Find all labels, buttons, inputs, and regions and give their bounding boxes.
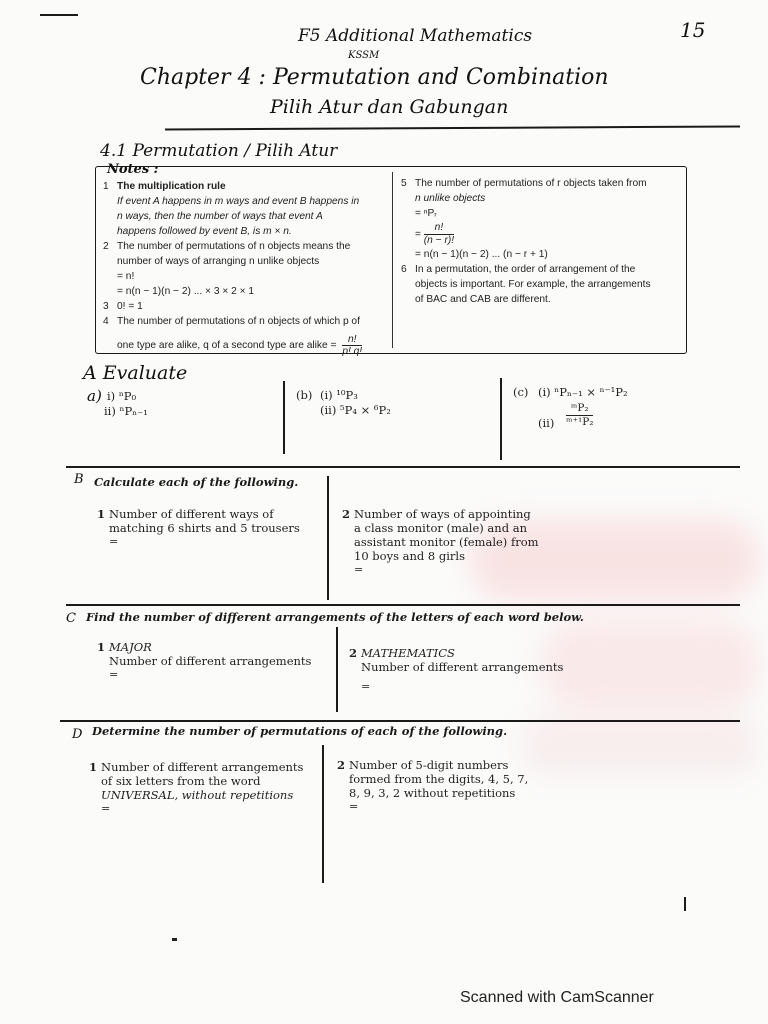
notes-label: Notes :: [107, 162, 159, 177]
notes-right: [401, 177, 681, 308]
section-b-bottom-rule: [66, 604, 740, 606]
note-6: 6 In a permutation, the order of arrangement of the objects is important. For example, the arrangements of BAC and CAB are different.: [401, 264, 651, 305]
stray-mark: [684, 897, 686, 911]
section-b-letter: B: [74, 472, 84, 487]
a-i: i) ⁿP₀: [107, 389, 137, 403]
c-ii-fraction: [566, 402, 593, 429]
chapter-subtitle: Pilih Atur dan Gabungan: [270, 96, 509, 118]
corner-mark: [40, 14, 78, 16]
c-ii-numerator: ᵐP₂: [566, 402, 593, 416]
note-4: 4 The number of permutations of n objects of which p of one type are alike, q of a second type are alike = $\frac{n!}{p! q!}$: [103, 316, 363, 357]
course-title: F5 Additional Mathematics: [298, 26, 533, 46]
b-ii: (ii) ⁵P₄ × ⁶P₂: [320, 403, 391, 417]
section-c-letter: C: [66, 611, 76, 626]
chapter-underline: [165, 125, 740, 130]
course-subtitle: KSSM: [348, 50, 380, 61]
section-c-divider: [336, 627, 338, 712]
scan-smudge: [540, 620, 760, 710]
section-b-divider: [327, 476, 329, 600]
a-ii: ii) ⁿPₙ₋₁: [104, 404, 148, 418]
note-1: 1 The multiplication rule If event A happens in m ways and event B happens in n ways, then the number of ways that event A happens followed by event B, is m × n.: [103, 181, 360, 237]
section-d-q2: 2 Number of 5-digit numbers formed from the digits, 4, 5, 7, 8, 9, 3, 2 without repetitions =: [337, 758, 529, 813]
section-d-q1: 1 Number of different arrangements of six letters from the word UNIVERSAL, without repetitions =: [89, 760, 304, 815]
section-d-heading: Determine the number of permutations of each of the following.: [92, 724, 508, 738]
c-ii: (ii): [538, 416, 555, 430]
c-i: (i) ⁿPₙ₋₁ × ⁿ⁻¹P₂: [538, 385, 628, 399]
note-5: 5 The number of permutations of r objects taken from n unlike objects = ⁿPᵣ = $\frac{n!}{(n - r)!}$ = n(n − 1)(n − 2) ... (n − r + 1): [401, 178, 647, 260]
section-title: 4.1 Permutation / Pilih Atur: [100, 141, 338, 161]
part-c-label: (c): [513, 385, 529, 399]
note-3: 3 0! = 1: [103, 301, 143, 312]
section-a-divider-2: [500, 378, 502, 460]
section-c-heading: Find the number of different arrangements of the letters of each word below.: [86, 610, 584, 624]
section-a-heading: A Evaluate: [83, 362, 188, 384]
stray-dot: [172, 938, 177, 941]
section-c-q2: 2 MATHEMATICS Number of different arrangements =: [349, 646, 564, 693]
page-number: 15: [680, 18, 706, 42]
section-b-heading: Calculate each of the following.: [94, 475, 299, 489]
part-a-label: a): [87, 387, 102, 405]
section-d-divider: [322, 745, 324, 883]
note-2: 2 The number of permutations of n objects means the number of ways of arranging n unlike objects = n! = n(n − 1)(n − 2) ... × 3 × 2 × 1: [103, 241, 351, 297]
notes-divider: [392, 172, 393, 348]
section-a-divider-1: [283, 381, 285, 454]
section-b-q2: 2 Number of ways of appointing a class monitor (male) and an assistant monitor (female) from 10 boys and 8 girls =: [342, 507, 539, 576]
section-c-bottom-rule: [60, 720, 740, 722]
b-i: (i) ¹⁰P₃: [320, 388, 358, 402]
section-d-letter: D: [72, 727, 83, 742]
chapter-title: Chapter 4 : Permutation and Combination: [140, 65, 609, 90]
part-b-label: (b): [296, 388, 313, 402]
notes-left: [103, 180, 387, 358]
c-ii-denominator: ᵐ⁺¹P₂: [566, 416, 594, 428]
section-b-q1: 1 Number of different ways of matching 6 shirts and 5 trousers =: [97, 507, 300, 548]
section-a-bottom-rule: [66, 466, 740, 468]
section-c-q1: 1 MAJOR Number of different arrangements =: [97, 640, 312, 681]
scanner-watermark: Scanned with CamScanner: [460, 989, 654, 1006]
